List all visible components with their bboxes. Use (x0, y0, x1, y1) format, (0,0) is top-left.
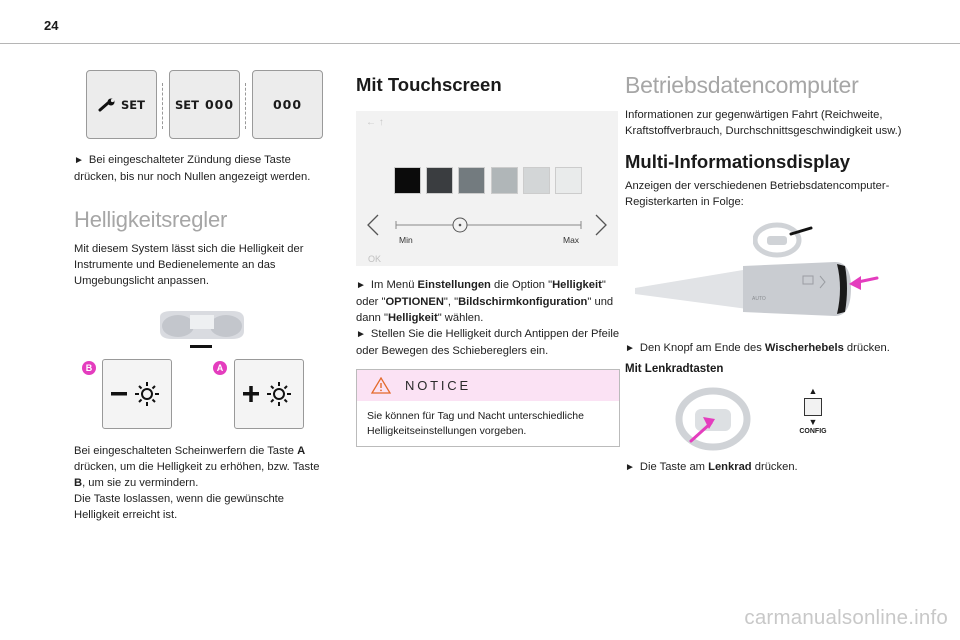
dashboard-illustration (152, 309, 252, 353)
trip-computer-heading: Betriebsdatencomputer (625, 72, 859, 98)
swatch-0 (394, 167, 421, 194)
steering-wheel-subhead: Mit Lenkradtasten (625, 363, 724, 375)
swatch-4 (523, 167, 550, 194)
slider-min-label: Min (399, 235, 413, 245)
set-digits-button (169, 70, 240, 139)
brightness-decrease-button (102, 359, 172, 429)
set-label: SET (174, 97, 199, 112)
minus-sun-icon (109, 379, 165, 409)
config-button-icon (793, 387, 833, 435)
brightness-slider (356, 213, 618, 253)
swatch-2 (458, 167, 485, 194)
touchscreen-step-1: ► Im Menü Einstellungen die Option "Helligkeit" oder "OPTIONEN", "Bildschirmkonfiguration" und dann "Helligkeit" wählen. (356, 279, 614, 324)
swatch-5 (555, 167, 582, 194)
triangle-down-icon: ▼ (808, 417, 818, 427)
bullet-arrow-icon: ► (74, 155, 84, 166)
swatch-1 (426, 167, 453, 194)
trip-reset-buttons (86, 70, 328, 139)
header-rule (0, 43, 960, 44)
config-label: CONFIG (799, 428, 827, 435)
dashed-separator (162, 83, 164, 129)
column-middle (356, 60, 620, 447)
notice-box (356, 369, 620, 447)
wrench-icon (98, 98, 118, 112)
digits-label: 000 (204, 97, 235, 112)
swatch-3 (491, 167, 518, 194)
column-right (625, 60, 911, 476)
touchscreen-illustration (356, 111, 618, 266)
brightness-intro: Mit diesem System lässt sich die Helligkeit der Instrumente und Bedienelemente an das Umgebungslicht anpassen. (74, 243, 304, 287)
reset-instruction: ► Bei eingeschalteter Zündung diese Taste drücken, bis nur noch Nullen angezeigt werden. (74, 154, 311, 183)
dashed-separator (245, 83, 247, 129)
bullet-arrow-icon: ► (356, 280, 366, 291)
brightness-buttons (74, 359, 328, 433)
brightness-heading: Helligkeitsregler (74, 207, 228, 232)
notice-label: NOTICE (405, 378, 471, 393)
multi-display-intro: Anzeigen der verschiedenen Betriebsdatencomputer-Registerkarten in Folge: (625, 180, 890, 208)
badge-b: B (82, 361, 96, 375)
notice-text: Sie können für Tag und Nacht unterschiedliche Helligkeitseinstellungen vorgeben. (367, 410, 584, 437)
chevron-left-icon (368, 215, 378, 235)
bullet-arrow-icon: ► (356, 329, 366, 340)
trip-step-2: ► Die Taste am Lenkrad drücken. (625, 461, 798, 473)
trip-step-1: ► Den Knopf am Ende des Wischerhebels drücken. (625, 342, 890, 354)
trip-computer-intro: Informationen zur gegenwärtigen Fahrt (Reichweite, Kraftstoffverbrauch, Durchschnittsgeschwindigkeit usw.) (625, 109, 902, 137)
page-number: 24 (44, 18, 59, 33)
ok-label: OK (368, 254, 382, 264)
warning-triangle-icon (371, 377, 391, 394)
set-label: SET (121, 97, 145, 112)
back-arrow-label: ← ↑ (366, 117, 384, 128)
brightness-increase-button (234, 359, 304, 429)
chevron-right-icon (596, 215, 606, 235)
brightness-instruction: Bei eingeschalteten Scheinwerfern die Taste A drücken, um die Helligkeit zu erhöhen, bzw. Taste B, um sie zu vermindern. Die Taste loslassen, wenn die gewünschte Helligkeit erreicht ist. (74, 445, 320, 521)
slider-max-label: Max (563, 235, 580, 245)
digits-button (252, 70, 323, 139)
notice-header (357, 370, 619, 401)
multi-display-heading: Multi-Informationsdisplay (625, 151, 851, 172)
plus-sun-icon (241, 379, 297, 409)
bullet-arrow-icon: ► (625, 343, 635, 354)
steering-wheel-small-illustration (753, 222, 813, 258)
stalk-auto-label: AUTO (752, 296, 766, 302)
column-left (74, 60, 328, 523)
digits-label: 000 (272, 97, 303, 112)
touchscreen-heading: Mit Touchscreen (356, 74, 502, 95)
touchscreen-step-2: ► Stellen Sie die Helligkeit durch Antippen der Pfeile oder Bewegen des Schiebereglers ein. (356, 328, 620, 357)
set-button (86, 70, 157, 139)
bullet-arrow-icon: ► (625, 462, 635, 473)
config-square (804, 398, 822, 416)
steering-wheel-buttons-illustration (625, 385, 911, 455)
badge-a: A (213, 361, 227, 375)
triangle-up-icon: ▲ (808, 386, 818, 396)
wiper-stalk-illustration (625, 260, 911, 320)
watermark: carmanualsonline.info (744, 606, 948, 629)
